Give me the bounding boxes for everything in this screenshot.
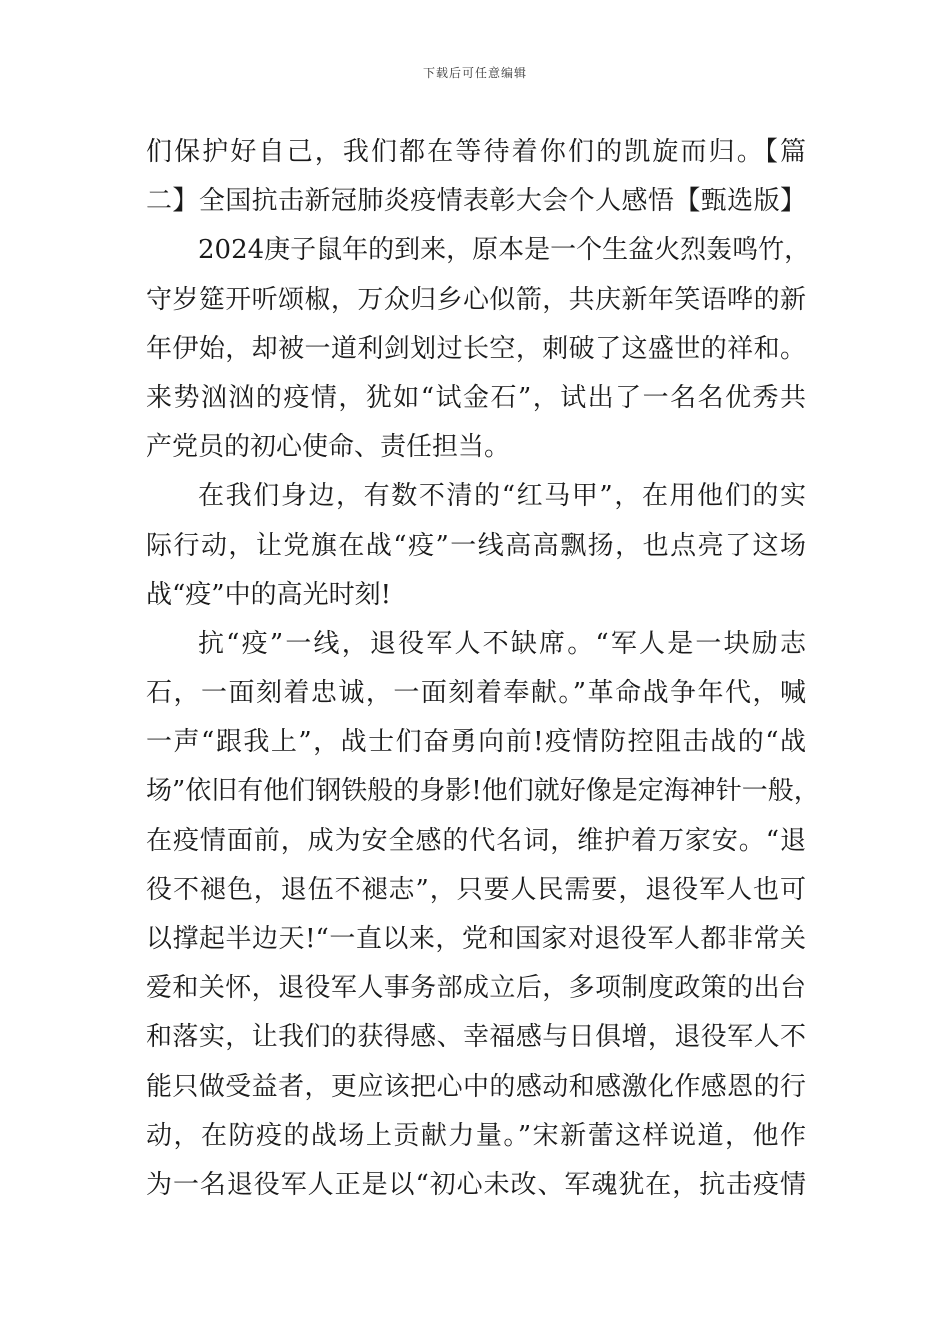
- text-line: 一声“跟我上”，战士们奋勇向前!疫情防控阻击战的“战: [146, 727, 806, 758]
- text-line: 以撑起半边天!“一直以来，党和国家对退役军人都非常关: [146, 924, 806, 954]
- text-line: 场”依旧有他们钢铁般的身影!他们就好像是定海神针一般，: [146, 776, 820, 807]
- text-line: 在疫情面前，成为安全感的代名词，维护着万家安。“退: [146, 825, 806, 856]
- text-line: 2024庚子鼠年的到来，原本是一个生盆火烈轰鸣竹，: [198, 235, 811, 266]
- document-body: [146, 128, 820, 1210]
- page-header-note: 下载后可任意编辑: [422, 66, 527, 80]
- text-line: 产党员的初心使命、责任担当。: [146, 432, 511, 463]
- text-line: 们保护好自己，我们都在等待着你们的凯旋而归。【篇: [146, 137, 806, 167]
- text-line: 动，在防疫的战场上贡献力量。”宋新蕾这样说道，他作: [146, 1120, 806, 1151]
- text-line: 年伊始，却被一道利剑划过长空，刺破了这盛世的祥和。: [146, 333, 806, 364]
- text-line: 为一名退役军人正是以“初心未改、军魂犹在，抗击疫情: [146, 1169, 806, 1200]
- text-line: 战“疫”中的高光时刻!: [146, 579, 392, 610]
- text-line: 二】全国抗击新冠肺炎疫情表彰大会个人感悟【甄选版】: [146, 186, 806, 217]
- text-line: 石，一面刻着忠诚，一面刻着奉献。”革命战争年代，喊: [146, 678, 806, 709]
- text-line: 和落实，让我们的获得感、幸福感与日俱增，退役军人不: [146, 1022, 806, 1053]
- text-line: 在我们身边，有数不清的“红马甲”，在用他们的实: [198, 481, 806, 512]
- text-line: 抗“疫”一线，退役军人不缺席。“军人是一块励志: [198, 628, 806, 659]
- text-line: 能只做受益者，更应该把心中的感动和感激化作感恩的行: [146, 1071, 806, 1102]
- text-line: 来势汹汹的疫情，犹如“试金石”，试出了一名名优秀共: [146, 382, 806, 413]
- text-line: 际行动，让党旗在战“疫”一线高高飘扬，也点亮了这场: [146, 530, 806, 561]
- text-line: 役不褪色，退伍不褪志”，只要人民需要，退役军人也可: [146, 874, 806, 905]
- text-line: 守岁筵开听颂椒，万众归乡心似箭，共庆新年笑语哗的新: [146, 284, 806, 315]
- text-line: 爱和关怀，退役军人事务部成立后，多项制度政策的出台: [146, 973, 806, 1004]
